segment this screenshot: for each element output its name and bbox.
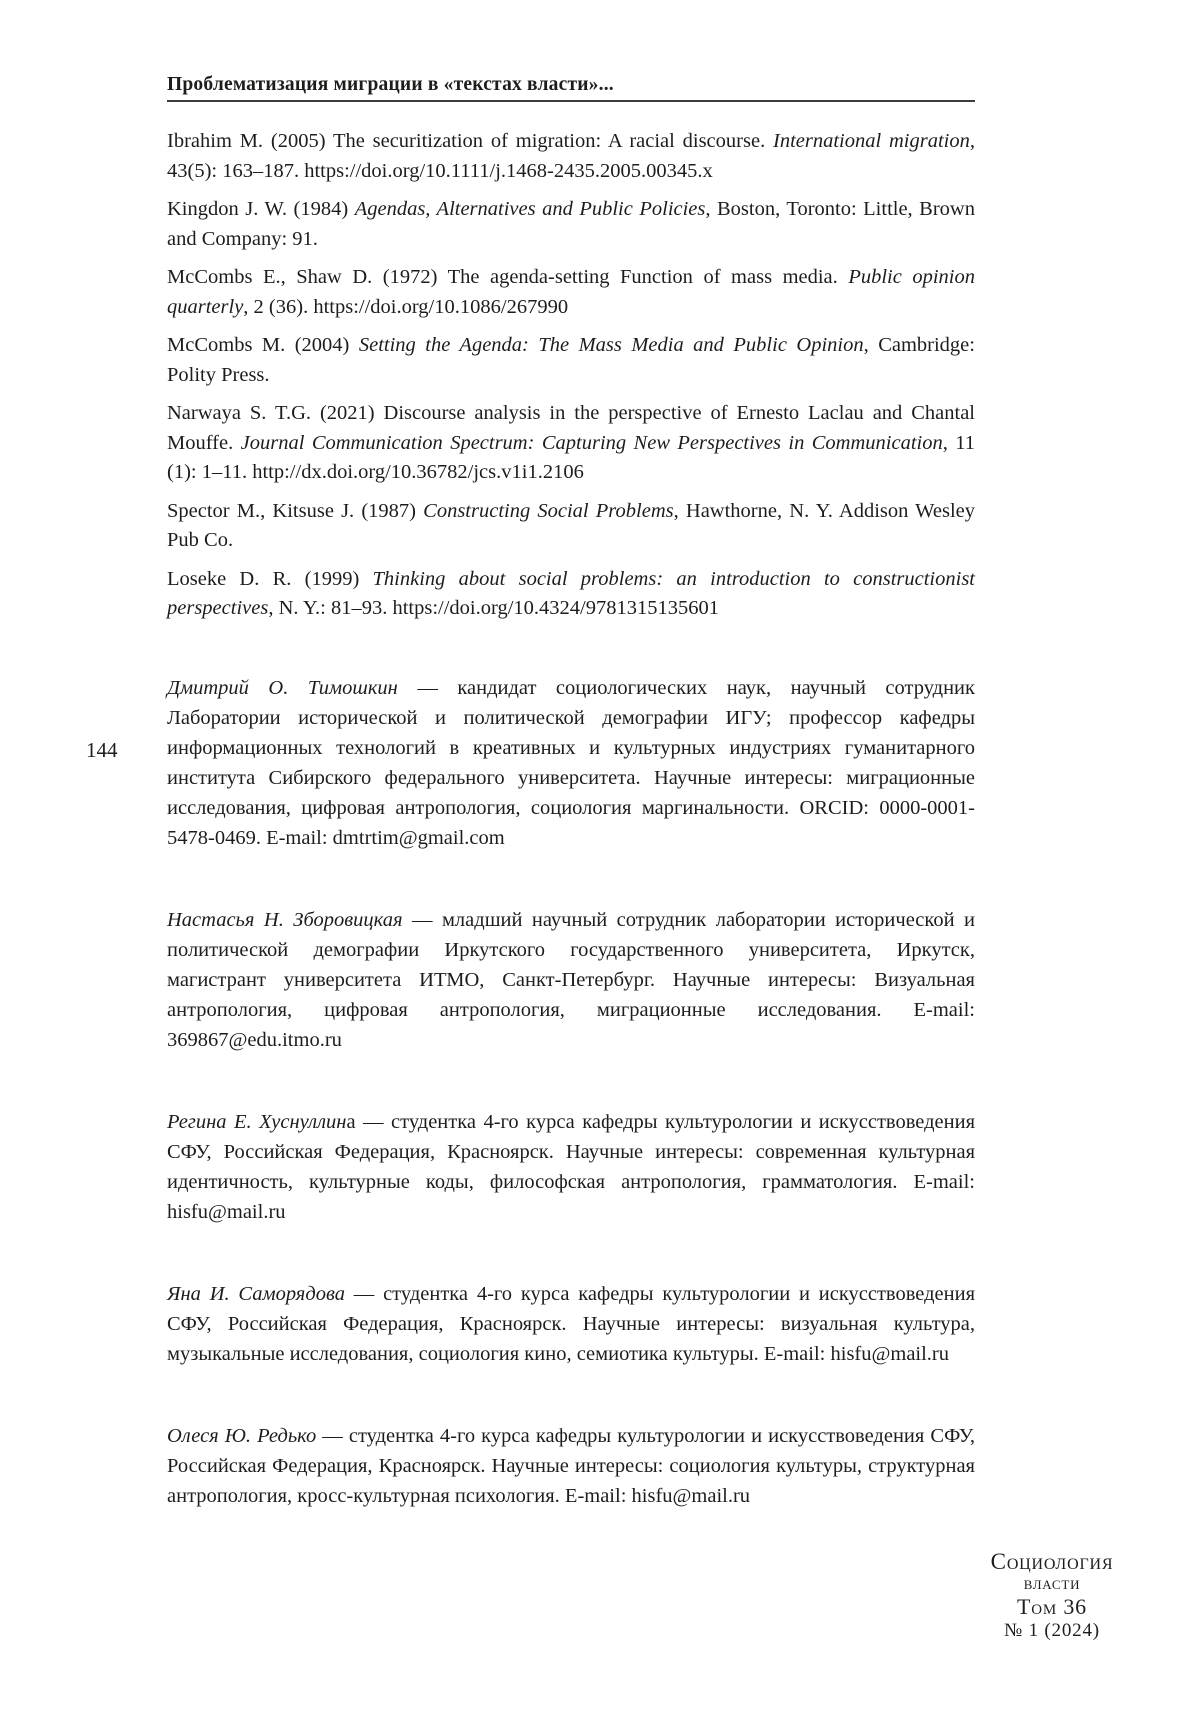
references-list [167,127,975,624]
reference-entry: Ibrahim M. (2005) The securitization of migration: A racial discourse. International migration, 43(5): 163–187. https://doi.org/10.1111/j.1468-2435.2005.00345.x [167,130,975,182]
text-column [167,74,975,1511]
page-number: 144 [86,738,118,762]
reference-entry: McCombs M. (2004) Setting the Agenda: The Mass Media and Public Opinion, Cambridge: Polity Press. [167,334,975,386]
reference-entry: Loseke D. R. (1999) Thinking about social problems: an introduction to constructionist perspectives, N. Y.: 81–93. https://doi.org/10.4324/9781315135601 [167,567,975,619]
journal-name-line2: власти [1023,1573,1081,1594]
journal-footer [952,1551,1152,1642]
reference-entry: Narwaya S. T.G. (2021) Discourse analysis in the perspective of Ernesto Laclau and Chantal Mouffe. Journal Communication Spectrum: Capturing New Perspectives in Communication, 11 (1): 1–11. http://dx.doi.org/10.36782/jcs.v1i1.2106 [167,402,975,483]
journal-volume: Том 36 [1017,1594,1087,1619]
author-bios [167,673,975,1511]
author-bio: Настасья Н. Зборовицкая — младший научный сотрудник лаборатории исторической и политической демографии Иркутского государственного университета, Иркутск, магистрант университета ИТМО, Санкт-Петербург. Научные интересы: Визуальная антропология, цифровая антропология, миграционные исследования. E-mail: 369867@edu.itmo.ru [167,908,975,1051]
journal-issue: № 1 (2024) [1004,1620,1100,1641]
reference-entry: Kingdon J. W. (1984) Agendas, Alternatives and Public Policies, Boston, Toronto: Little, Brown and Company: 91. [167,198,975,250]
journal-name-line1: Социология [990,1549,1114,1574]
author-bio: Регина Е. Хуснуллина — студентка 4-го курса кафедры культурологии и искусствоведения СФУ, Российская Федерация, Красноярск. Научные интересы: современная культурная идентичность, культурные коды, философская антропология, грамматология. E-mail: hisfu@mail.ru [167,1110,975,1223]
reference-entry: Spector M., Kitsuse J. (1987) Constructing Social Problems, Hawthorne, N. Y. Addison Wesley Pub Co. [167,499,975,551]
author-bio: Дмитрий О. Тимошкин — кандидат социологических наук, научный сотрудник Лаборатории исторической и политической демографии ИГУ; профессор кафедры информационных технологий в креативных и культурных индустриях гуманитарного института Сибирского федерального университета. Научные интересы: миграционные исследования, цифровая антропология, социология маргинальности. ORCID: 0000-0001-5478-0469. E-mail: dmtrtim@gmail.com [167,676,975,849]
author-bio: Яна И. Саморядова — студентка 4-го курса кафедры культурологии и искусствоведения СФУ, Российская Федерация, Красноярск. Научные интересы: визуальная культура, музыкальные исследования, социология кино, семиотика культуры. E-mail: hisfu@mail.ru [167,1282,975,1365]
reference-entry: McCombs E., Shaw D. (1972) The agenda-setting Function of mass media. Public opinion quarterly, 2 (36). https://doi.org/10.1086/267990 [167,266,975,318]
author-bio: Олеся Ю. Редько — студентка 4-го курса кафедры культурологии и искусствоведения СФУ, Российская Федерация, Красноярск. Научные интересы: социология культуры, структурная антропология, кросс-культурная психология. E-mail: hisfu@mail.ru [167,1424,975,1507]
running-head: Проблематизация миграции в «текстах власти»... [167,74,975,102]
